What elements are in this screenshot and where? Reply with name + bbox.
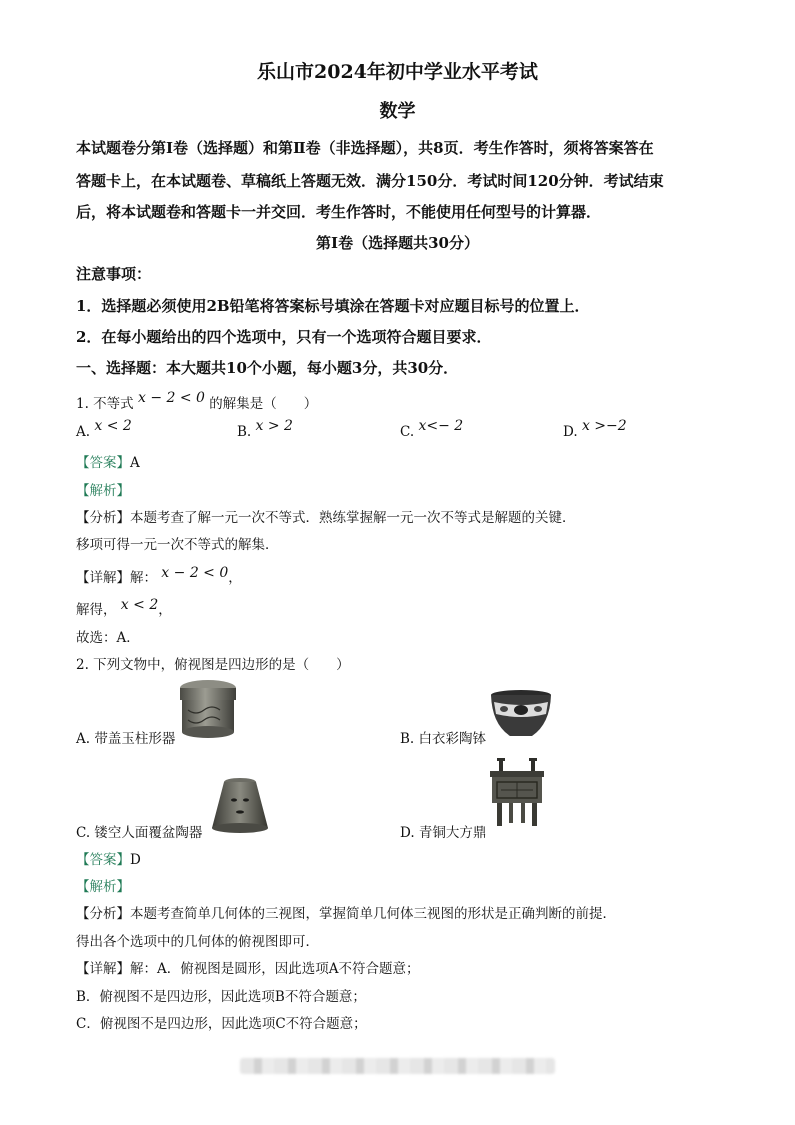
q1-detail xyxy=(76,566,242,586)
face-pottery-image xyxy=(208,776,272,836)
q1-solve-post: ， xyxy=(158,602,172,618)
q1-solve xyxy=(76,598,172,618)
q2-detail-b: B．俯视图不是四边形，因此选项B不符合题意； xyxy=(76,989,366,1005)
q2-answer xyxy=(76,848,141,868)
q2-option-b: B. 白衣彩陶钵 xyxy=(400,731,487,747)
q1-fenxi-2: 移项可得一元一次不等式的解集． xyxy=(76,537,279,553)
q1-detail-math: x − 2 < 0 xyxy=(161,565,229,581)
notice-2: 2．在每小题给出的四个选项中，只有一个选项符合题目要求． xyxy=(76,328,492,346)
q1-fenxi-tag: 【分析】 xyxy=(76,510,130,526)
q1-answer xyxy=(76,451,140,471)
q2-detail-a xyxy=(76,957,420,977)
q1-stem-pre: 1. 不等式 xyxy=(76,396,134,412)
q1-option-c-math: x<− 2 xyxy=(418,418,464,434)
q1-answer-value: A xyxy=(130,455,140,471)
q1-option-a-math: x < 2 xyxy=(94,418,132,434)
q1-detail-post: ， xyxy=(228,570,242,586)
intro-line-1: 本试题卷分第Ⅰ卷（选择题）和第Ⅱ卷（非选择题），共8页．考生作答时，须将答案答在 xyxy=(76,139,654,157)
q1-option-b-label: B. xyxy=(237,424,252,440)
q1-option-d xyxy=(563,418,627,440)
part1-heading: 第Ⅰ卷（选择题共30分） xyxy=(316,234,479,252)
q2-fenxi-tag: 【分析】 xyxy=(76,906,130,922)
notice-1: 1．选择题必须使用2B铅笔将答案标号填涂在答题卡对应题目标号的位置上． xyxy=(76,297,590,315)
q2-fenxi-2: 得出各个选项中的几何体的俯视图即可． xyxy=(76,934,319,950)
q1-option-d-label: D. xyxy=(563,424,578,440)
q1-solve-math: x < 2 xyxy=(120,597,159,613)
q2-option-c: C. 镂空人面覆盆陶器 xyxy=(76,825,203,841)
q1-stem-math: x − 2 < 0 xyxy=(137,390,205,406)
q2-detail-c: C．俯视图不是四边形，因此选项C不符合题意； xyxy=(76,1016,367,1032)
jade-cylinder-image xyxy=(176,678,240,740)
q1-option-c-label: C. xyxy=(400,424,415,440)
q1-option-a-label: A. xyxy=(76,424,91,440)
q1-option-d-math: x >−2 xyxy=(581,418,627,434)
section-heading: 一、选择题：本大题共10个小题，每小题3分，共30分． xyxy=(76,359,459,377)
q1-analysis-tag: 【解析】 xyxy=(76,483,130,499)
q1-option-a xyxy=(76,418,132,440)
q2-fenxi-text: 本题考查简单几何体的三视图，掌握简单几何体三视图的形状是正确判断的前提． xyxy=(130,906,616,922)
q1-choose: 故选：A． xyxy=(76,630,140,646)
pottery-bowl-image xyxy=(488,688,554,740)
q1-option-c xyxy=(400,418,464,440)
q2-analysis-tag: 【解析】 xyxy=(76,879,130,895)
q2-fenxi xyxy=(76,902,616,922)
bronze-ding-image xyxy=(487,756,547,828)
q2-answer-tag: 【答案】 xyxy=(76,852,130,868)
notice-title: 注意事项： xyxy=(76,265,152,283)
exam-title: 乐山市2024年初中学业水平考试 xyxy=(257,61,538,83)
q1-stem xyxy=(76,392,317,412)
blurred-watermark xyxy=(240,1058,555,1074)
q1-option-b xyxy=(237,418,293,440)
q1-fenxi xyxy=(76,506,576,526)
q2-detail-a-text: 解：A．俯视图是圆形，因此选项A不符合题意； xyxy=(130,961,420,977)
q2-option-a: A. 带盖玉柱形器 xyxy=(76,731,176,747)
q1-fenxi-text: 本题考查了解一元一次不等式．熟练掌握解一元一次不等式是解题的关键． xyxy=(130,510,576,526)
q1-stem-post: 的解集是（ ） xyxy=(209,396,318,412)
q2-stem: 2. 下列文物中，俯视图是四边形的是（ ） xyxy=(76,657,350,673)
q1-option-b-math: x > 2 xyxy=(255,418,293,434)
subject-title: 数学 xyxy=(379,101,416,122)
q2-detail-tag: 【详解】 xyxy=(76,961,130,977)
q1-detail-tag: 【详解】 xyxy=(76,570,130,586)
q1-solve-pre: 解得， xyxy=(76,602,117,618)
intro-line-2: 答题卡上，在本试题卷、草稿纸上答题无效．满分150分．考试时间120分钟．考试结束 xyxy=(76,172,664,190)
q1-answer-tag: 【答案】 xyxy=(76,455,130,471)
q2-answer-value: D xyxy=(130,852,141,868)
q1-detail-pre: 解： xyxy=(130,570,157,586)
q2-option-d: D. 青铜大方鼎 xyxy=(400,825,487,841)
intro-line-3: 后，将本试题卷和答题卡一并交回．考生作答时，不能使用任何型号的计算器． xyxy=(76,203,602,221)
